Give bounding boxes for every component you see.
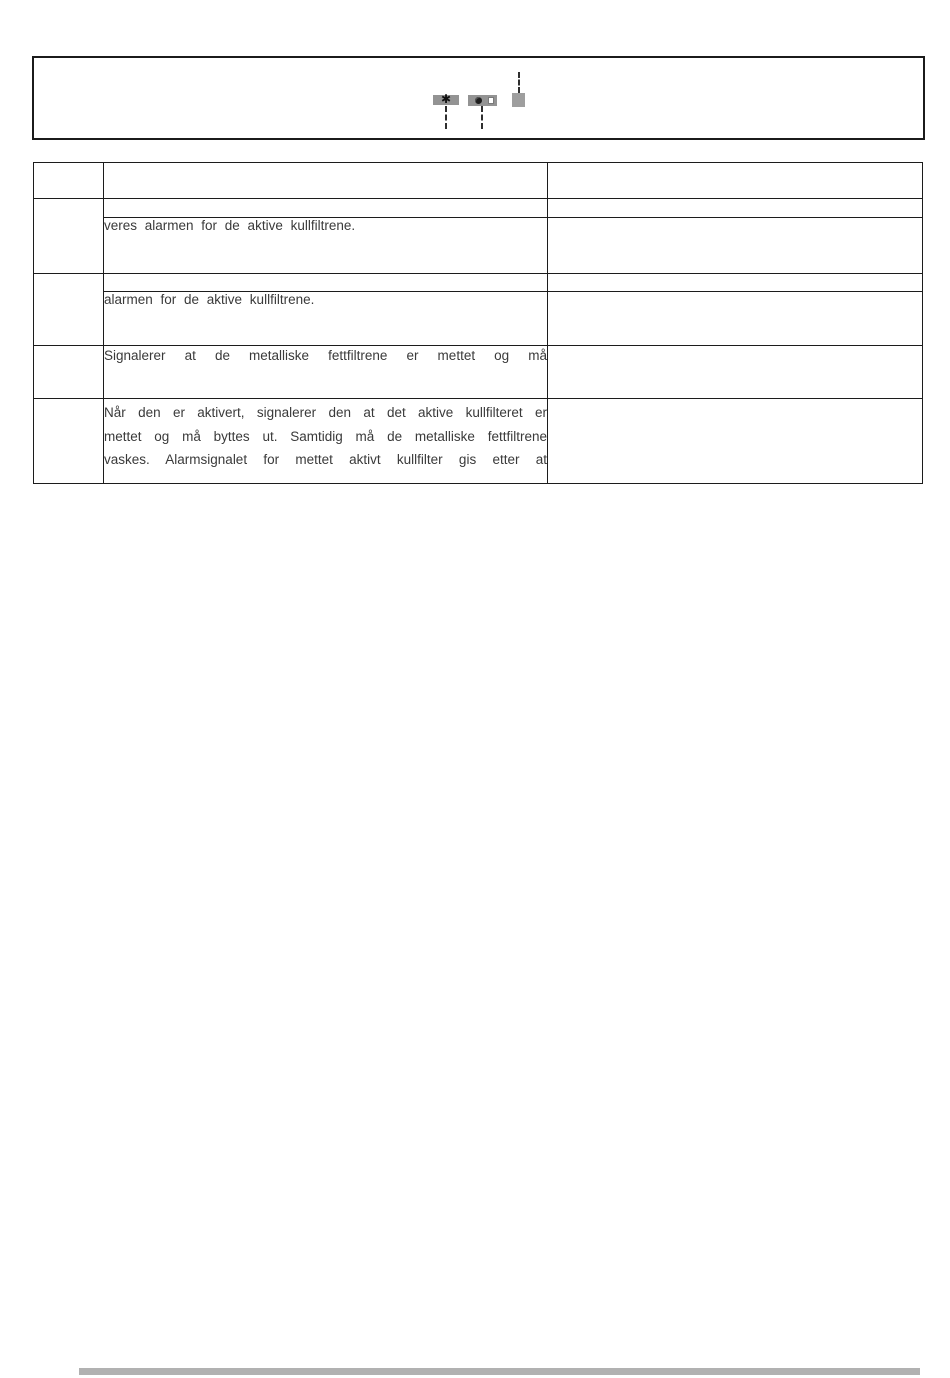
blank-button [512,93,525,107]
table-cell-description [104,399,548,484]
table-cell-description [104,292,548,346]
table-cell [548,218,923,274]
table-cell-description [104,346,548,399]
timer-button [468,95,497,106]
table-cell [548,274,923,292]
footer-divider-bar [79,1368,920,1375]
table-cell [104,274,548,292]
table-cell [34,163,104,199]
description-paragraph [104,399,547,472]
table-cell-symbol [34,346,104,399]
filters-table [33,162,923,484]
indicator-window [488,97,494,104]
table-cell-description [104,218,548,274]
callout-line-middle [481,106,483,129]
description-line: Når den er aktivert, signalerer den at det aktive kullfilteret er [104,405,547,420]
description-line: Signalerer at de metalliske fettfiltrene er mettet og må [104,348,547,363]
description-line: vaskes. Alarmsignalet for mettet aktivt kullfilter gis etter at [104,452,547,467]
description-line: mettet og må byttes ut. Samtidig må de metalliske fettfiltrene [104,428,547,444]
description-fragment: alarmen for de aktive kullfiltrene. [104,292,315,307]
table-cell [548,346,923,399]
callout-line-left [445,106,447,129]
table-cell [548,399,923,484]
table-cell-symbol [34,399,104,484]
callout-line-right [518,72,520,93]
intensive-speed-button [433,92,459,106]
table-cell [548,292,923,346]
table-cell-symbol [34,199,104,274]
table-cell [104,199,548,218]
table-cell-symbol [34,274,104,346]
description-fragment: veres alarmen for de aktive kullfiltrene. [104,218,356,233]
control-panel-box [32,56,925,140]
table-cell [548,163,923,199]
timer-icon [475,97,482,104]
table-cell [548,199,923,218]
table-cell [104,163,548,199]
asterisk-icon: ✱ [440,92,452,106]
